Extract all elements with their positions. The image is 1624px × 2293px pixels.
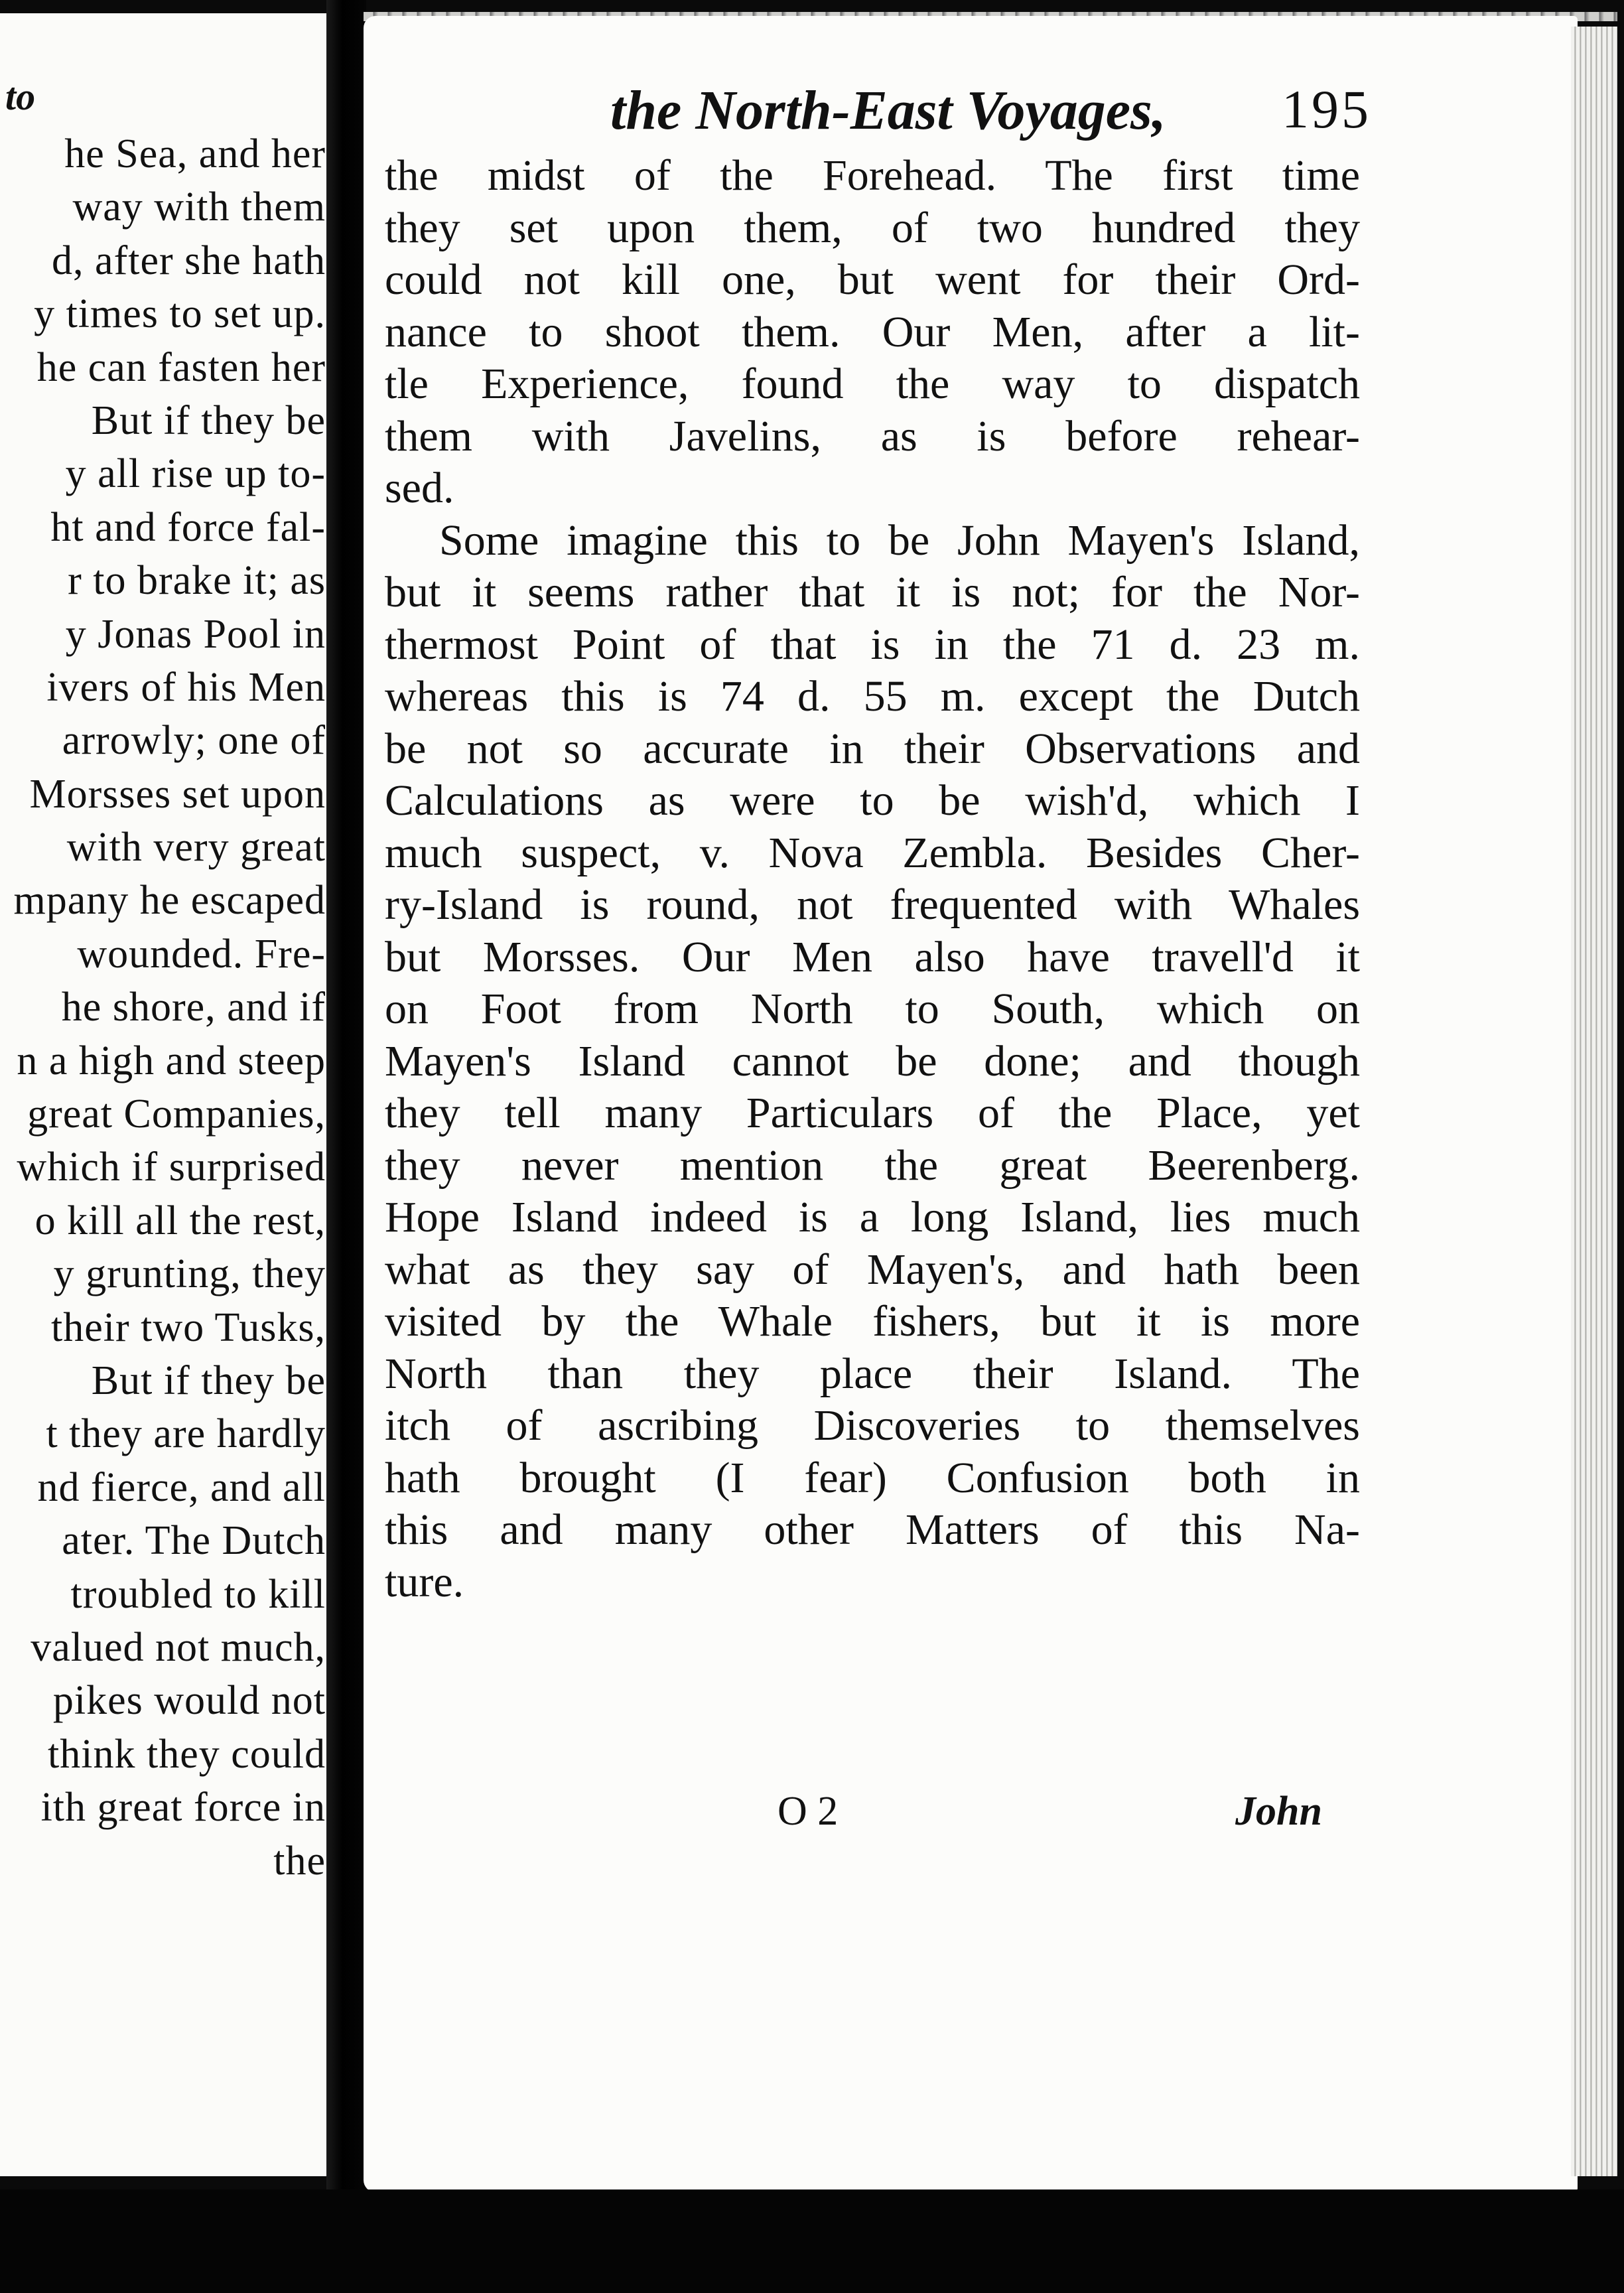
- left-text-line: y Jonas Pool in: [65, 611, 326, 657]
- left-text-line: y grunting, they: [53, 1251, 326, 1297]
- left-text-line: mpany he escaped: [13, 878, 326, 924]
- body-text-line: sed.: [385, 464, 454, 512]
- body-text-line: this and many other Matters of this Na-: [385, 1505, 1360, 1554]
- page-stack-edges: [1571, 27, 1617, 2176]
- body-text-line: but Morsses. Our Men also have travell'd it: [385, 932, 1360, 981]
- signature-mark: O 2: [778, 1789, 839, 1834]
- body-text-line: much suspect, v. Nova Zembla. Besides Cher-: [385, 828, 1360, 877]
- body-text-line: ture.: [385, 1557, 464, 1606]
- body-text-line: hath brought (I fear) Confusion both in: [385, 1453, 1360, 1502]
- left-text-line: he shore, and if: [61, 985, 326, 1030]
- left-text-line: with very great: [66, 825, 326, 870]
- scan-bottom-border: [0, 2189, 1624, 2293]
- left-page: [0, 13, 328, 2176]
- body-text-line: could not kill one, but went for their Ord-: [385, 255, 1360, 304]
- left-text-line: n a high and steep: [17, 1038, 326, 1083]
- left-text-line: the: [273, 1838, 326, 1884]
- running-head: the North-East Voyages,: [610, 80, 1166, 141]
- body-text-line: the midst of the Forehead. The first time: [385, 151, 1360, 200]
- body-text-line: what as they say of Mayen's, and hath been: [385, 1245, 1360, 1294]
- body-text-line: be not so accurate in their Observations and: [385, 724, 1360, 773]
- left-text-line: troubled to kill: [70, 1571, 326, 1617]
- left-text-line: ivers of his Men: [46, 664, 326, 710]
- left-text-line: their two Tusks,: [51, 1304, 326, 1350]
- body-text-line: Hope Island indeed is a long Island, lies much: [385, 1193, 1360, 1241]
- left-text-line: think they could: [48, 1731, 326, 1777]
- body-text-line: Some imagine this to be John Mayen's Island,: [439, 516, 1360, 565]
- book-gutter: [326, 0, 366, 2293]
- left-text-line: But if they be: [91, 397, 326, 443]
- left-text-line: he Sea, and her: [64, 131, 326, 176]
- body-text-line: Calculations as were to be wish'd, which I: [385, 776, 1360, 825]
- left-text-line: But if they be: [91, 1357, 326, 1403]
- body-text-line: tle Experience, found the way to dispatch: [385, 360, 1360, 408]
- left-text-line: he can fasten her: [36, 344, 326, 390]
- body-text-line: they tell many Particulars of the Place, yet: [385, 1089, 1360, 1137]
- left-text-line: y times to set up.: [34, 291, 326, 337]
- body-text-line: on Foot from North to South, which on: [385, 985, 1360, 1033]
- body-text-line: but it seems rather that it is not; for the Nor-: [385, 568, 1360, 616]
- left-text-line: r to brake it; as: [68, 558, 326, 604]
- body-text-line: them with Javelins, as is before rehear-: [385, 411, 1360, 460]
- left-text-line: y all rise up to-: [65, 451, 326, 497]
- left-text-line: way with them: [72, 184, 326, 230]
- left-text-line: t they are hardly: [46, 1411, 326, 1457]
- body-text-line: whereas this is 74 d. 55 m. except the Dutch: [385, 672, 1360, 721]
- body-text-line: North than they place their Island. The: [385, 1349, 1360, 1398]
- left-text-line: wounded. Fre-: [77, 931, 326, 977]
- left-text-line: ater. The Dutch: [62, 1518, 326, 1564]
- left-text-line: which if surprised: [17, 1145, 326, 1190]
- body-text: [385, 150, 1360, 1608]
- left-text-line: great Companies,: [27, 1091, 326, 1137]
- left-text-line: d, after she hath: [52, 238, 326, 283]
- left-text-line: o kill all the rest,: [34, 1198, 326, 1243]
- body-text-line: they set upon them, of two hundred they: [385, 203, 1360, 252]
- left-text-line: Morsses set upon: [29, 771, 326, 817]
- left-text-line: arrowly; one of: [62, 718, 326, 764]
- body-text-line: visited by the Whale fishers, but it is more: [385, 1297, 1360, 1346]
- catchword: John: [1235, 1789, 1322, 1834]
- body-text-line: thermost Point of that is in the 71 d. 23 m.: [385, 620, 1360, 669]
- left-text-line: nd fierce, and all: [37, 1464, 326, 1510]
- body-text-line: Mayen's Island cannot be done; and though: [385, 1036, 1360, 1085]
- left-text-line: ith great force in: [40, 1785, 326, 1831]
- body-text-line: ry-Island is round, not frequented with Whales: [385, 880, 1360, 929]
- left-running-head: to: [5, 75, 36, 118]
- page-number: 195: [1282, 79, 1371, 139]
- left-page-text: [0, 127, 328, 1888]
- left-text-line: pikes would not: [52, 1678, 326, 1724]
- body-text-line: itch of ascribing Discoveries to themselves: [385, 1401, 1360, 1450]
- left-text-line: ht and force fal-: [50, 504, 326, 550]
- body-text-line: nance to shoot them. Our Men, after a lit-: [385, 307, 1360, 356]
- body-text-line: they never mention the great Beerenberg.: [385, 1141, 1360, 1190]
- left-text-line: valued not much,: [31, 1624, 326, 1670]
